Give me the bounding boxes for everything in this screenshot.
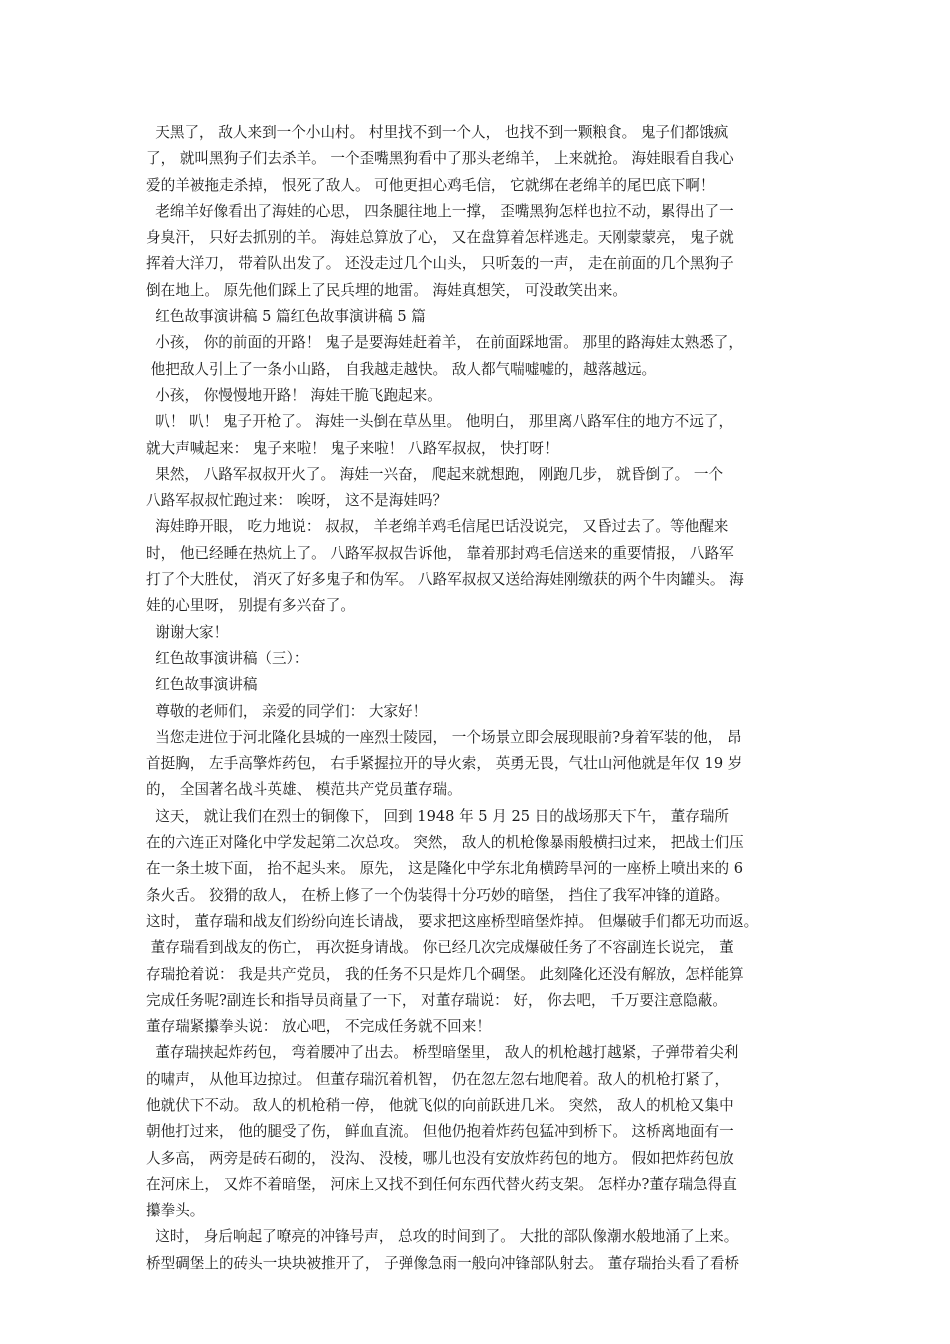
text-line: 董存瑞看到战友的伤亡， 再次挺身请战。 你已经几次完成爆破任务了不容副连长说完， 董 <box>146 939 734 957</box>
text-line: 的， 全国著名战斗英雄、 模范共产党员董存瑞。 <box>146 781 462 799</box>
text-line: 攥拳头。 <box>146 1202 205 1220</box>
text-line: 娃的心里呀， 别提有多兴奋了。 <box>146 597 355 615</box>
text-line: 首挺胸， 左手高擎炸药包， 右手紧握拉开的导火索， 英勇无畏，气壮山河他就是年仅 19 岁 <box>146 755 743 773</box>
text-line: 海娃睁开眼， 吃力地说： 叔叔， 羊老绵羊鸡毛信尾巴话没说完， 又昏过去了。等他醒来 <box>146 518 729 536</box>
text-line: 董存瑞挟起炸药包， 弯着腰冲了出去。 桥型暗堡里， 敌人的机枪越打越紧，子弹带着尖利 <box>146 1044 739 1062</box>
text-line: 朝他打过来， 他的腿受了伤， 鲜血直流。 但他仍抱着炸药包猛冲到桥下。 这桥离地面有一 <box>146 1123 734 1141</box>
text-line: 就大声喊起来： 鬼子来啦！ 鬼子来啦！ 八路军叔叔， 快打呀！ <box>146 439 559 457</box>
text-line: 条火舌。 狡猾的敌人， 在桥上修了一个伪装得十分巧妙的暗堡， 挡住了我军冲锋的道路。 <box>146 886 730 904</box>
text-line: 在一条土坡下面， 抬不起头来。 原先， 这是隆化中学东北角横跨旱河的一座桥上喷出来的 6 <box>146 860 744 878</box>
text-line: 红色故事演讲稿（三）： <box>146 649 309 667</box>
text-line: 倒在地上。 原先他们踩上了民兵埋的地雷。 海娃真想笑， 可没敢笑出来。 <box>146 281 627 299</box>
text-line: 爱的羊被拖走杀掉， 恨死了敌人。 可他更担心鸡毛信， 它就绑在老绵羊的尾巴底下啊！ <box>146 176 715 194</box>
text-line: 桥型碉堡上的砖头一块块被推开了， 子弹像急雨一般向冲锋部队射去。 董存瑞抬头看了看桥 <box>146 1254 740 1272</box>
text-line: 小孩， 你慢慢地开路！ 海娃干脆飞跑起来。 <box>146 386 442 404</box>
text-line: 他把敌人引上了一条小山路， 自我越走越快。 敌人都气喘嘘嘘的，越落越远。 <box>146 360 657 378</box>
text-line: 董存瑞紧攥拳头说： 放心吧， 不完成任务就不回来！ <box>146 1018 491 1036</box>
text-line: 这时， 董存瑞和战友们纷纷向连长请战， 要求把这座桥型暗堡炸掉。 但爆破手们都无功而返。 <box>146 912 759 930</box>
text-line: 时， 他已经睡在热炕上了。 八路军叔叔告诉他， 靠着那封鸡毛信送来的重要情报， 八路军 <box>146 544 734 562</box>
text-line: 小孩， 你的前面的开路！ 鬼子是要海娃赶着羊， 在前面踩地雷。 那里的路海娃太熟悉了， <box>146 334 743 352</box>
text-line: 身臭汗， 只好去抓别的羊。 海娃总算放了心， 又在盘算着怎样逃走。天刚蒙蒙亮， 鬼子就 <box>146 229 734 247</box>
document-body <box>146 120 816 1277</box>
text-line: 天黑了， 敌人来到一个小山村。 村里找不到一个人， 也找不到一颗粮食。 鬼子们都饿疯 <box>146 124 729 141</box>
text-line: 当您走进位于河北隆化县城的一座烈士陵园， 一个场景立即会展现眼前?身着军装的他， 昂 <box>146 728 742 746</box>
text-line: 在的六连正对隆化中学发起第二次总攻。 突然， 敌人的机枪像暴雨般横扫过来， 把战士们压 <box>146 834 744 852</box>
text-line: 在河床上， 又炸不着暗堡， 河床上又找不到任何东西代替火药支架。 怎样办?董存瑞急得直 <box>146 1175 737 1193</box>
text-line: 他就伏下不动。 敌人的机枪稍一停， 他就飞似的向前跃进几米。 突然， 敌人的机枪又集中 <box>146 1096 734 1114</box>
text-line: 红色故事演讲稿 <box>146 676 258 694</box>
text-line: 存瑞抢着说： 我是共产党员， 我的任务不只是炸几个碉堡。 此刻隆化还没有解放，怎样能算 <box>146 965 744 983</box>
text-line: 老绵羊好像看出了海娃的心思， 四条腿往地上一撑， 歪嘴黑狗怎样也拉不动，累得出了一 <box>146 202 734 220</box>
text-line: 谢谢大家！ <box>146 623 229 641</box>
text-line: 红色故事演讲稿 5 篇红色故事演讲稿 5 篇 <box>146 308 426 326</box>
text-line: 尊敬的老师们， 亲爱的同学们： 大家好！ <box>146 702 428 720</box>
text-line: 的啸声， 从他耳边掠过。 但董存瑞沉着机智， 仍在忽左忽右地爬着。敌人的机枪打紧了， <box>146 1070 730 1088</box>
text-line: 这时， 身后响起了嘹亮的冲锋号声， 总攻的时间到了。 大批的部队像潮水般地涌了上来。 <box>146 1228 739 1246</box>
text-line: 挥着大洋刀， 带着队出发了。 还没走过几个山头， 只听轰的一声， 走在前面的几个黑狗子 <box>146 255 734 273</box>
text-line: 果然， 八路军叔叔开火了。 海娃一兴奋， 爬起来就想跑， 刚跑几步， 就昏倒了。 一个 <box>146 465 724 483</box>
text-line: 叭！ 叭！ 鬼子开枪了。 海娃一头倒在草丛里。 他明白， 那里离八路军住的地方不远了， <box>146 413 734 431</box>
text-line: 了， 就叫黑狗子们去杀羊。 一个歪嘴黑狗看中了那头老绵羊， 上来就抢。 海娃眼看自我心 <box>146 150 734 168</box>
text-line: 完成任务呢?副连长和指导员商量了一下， 对董存瑞说： 好， 你去吧， 千万要注意隐蔽。 <box>146 991 727 1009</box>
text-line: 打了个大胜仗， 消灭了好多鬼子和伪军。 八路军叔叔又送给海娃刚缴获的两个牛肉罐头。 海 <box>146 571 744 589</box>
text-line: 人多高， 两旁是砖石砌的， 没沟、 没棱，哪儿也没有安放炸药包的地方。 假如把炸药包放 <box>146 1149 734 1167</box>
text-line: 这天， 就让我们在烈士的铜像下， 回到 1948 年 5 月 25 日的战场那天下午， 董存瑞所 <box>146 807 730 825</box>
text-line: 八路军叔叔忙跑过来： 唉呀， 这不是海娃吗？ <box>146 492 448 510</box>
